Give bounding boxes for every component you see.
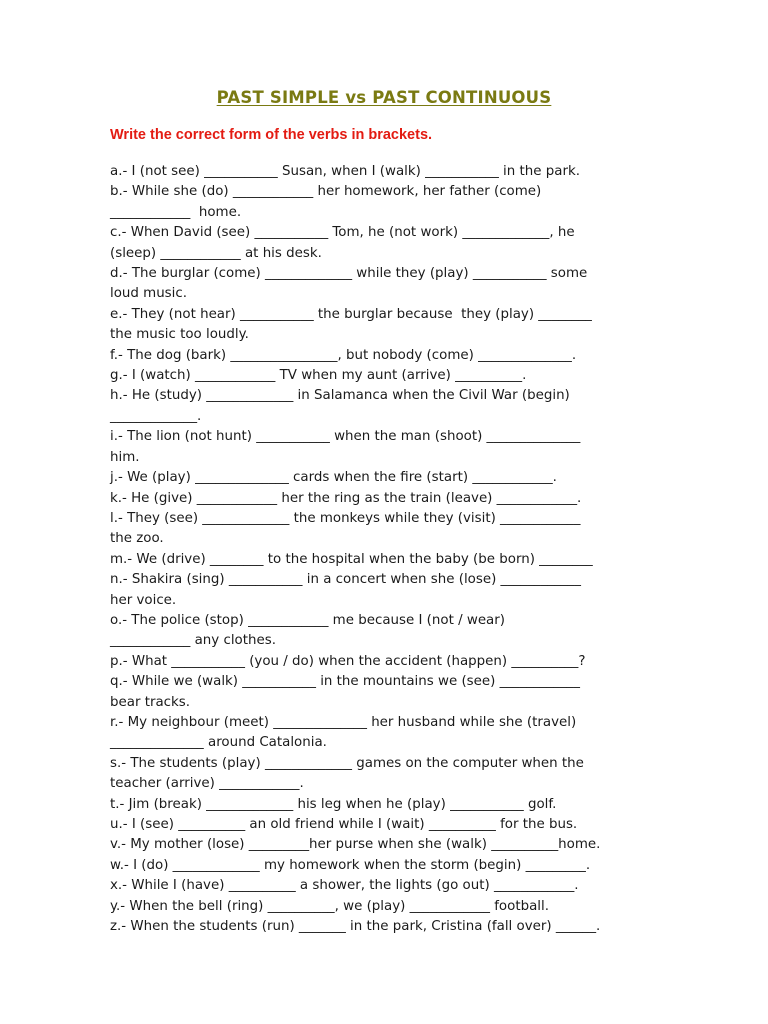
exercise-line: z.- When the students (run) _______ in the park, Cristina (fall over) ______. <box>110 919 601 935</box>
exercise-line: bear tracks. <box>110 694 191 710</box>
exercise-line: teacher (arrive) ____________. <box>110 776 304 792</box>
exercise-line: ______________ around Catalonia. <box>110 735 327 751</box>
exercise-line: s.- The students (play) _____________ games on the computer when the <box>110 755 584 771</box>
exercise-line: j.- We (play) ______________ cards when the fire (start) ____________. <box>110 470 557 486</box>
exercise-line: y.- When the bell (ring) __________, we (play) ____________ football. <box>110 898 549 914</box>
worksheet-title: PAST SIMPLE vs PAST CONTINUOUS <box>216 88 552 107</box>
instruction-text: Write the correct form of the verbs in brackets. <box>110 127 433 143</box>
exercise-line: u.- I (see) __________ an old friend while I (wait) __________ for the bus. <box>110 817 578 832</box>
exercise-line: i.- The lion (not hunt) ___________ when the man (shoot) ______________ <box>110 429 581 445</box>
exercise-line: loud music. <box>110 286 188 302</box>
exercise-line: t.- Jim (break) _____________ his leg when he (play) ___________ golf. <box>110 796 557 812</box>
exercise-line: h.- He (study) _____________ in Salamanca when the Civil War (begin) <box>110 388 570 404</box>
exercise-line: c.- When David (see) ___________ Tom, he (not work) _____________, he <box>110 225 575 241</box>
exercise-line: o.- The police (stop) ____________ me because I (not / wear) <box>110 612 505 628</box>
exercise-line: q.- While we (walk) ___________ in the mountains we (see) ____________ <box>110 674 580 690</box>
exercise-line: p.- What ___________ (you / do) when the accident (happen) __________? <box>110 653 586 669</box>
exercise-line: d.- The burglar (come) _____________ while they (play) ___________ some <box>110 266 588 282</box>
exercise-list <box>110 162 670 937</box>
exercise-line: him. <box>110 449 140 465</box>
exercise-line: her voice. <box>110 592 177 608</box>
exercise-line: ____________ any clothes. <box>110 633 276 649</box>
exercise-line: the zoo. <box>110 531 164 547</box>
exercise-line: ____________ home. <box>110 204 242 220</box>
exercise-line: l.- They (see) _____________ the monkeys while they (visit) ____________ <box>110 510 581 526</box>
exercise-line: b.- While she (do) ____________ her homework, her father (come) <box>110 184 542 200</box>
exercise-line: k.- He (give) ____________ her the ring as the train (leave) ____________. <box>110 490 582 506</box>
exercise-line: n.- Shakira (sing) ___________ in a concert when she (lose) ____________ <box>110 572 581 588</box>
exercise-line: f.- The dog (bark) ________________, but nobody (come) ______________. <box>110 347 577 363</box>
exercise-line: r.- My neighbour (meet) ______________ her husband while she (travel) <box>110 714 577 730</box>
exercise-line: x.- While I (have) __________ a shower, the lights (go out) ____________. <box>110 878 579 894</box>
exercise-line: w.- I (do) _____________ my homework when the storm (begin) _________. <box>110 857 591 873</box>
exercise-line: m.- We (drive) ________ to the hospital when the baby (be born) ________ <box>110 551 593 567</box>
exercise-line: _____________. <box>110 408 202 424</box>
exercise-line: a.- I (not see) ___________ Susan, when I (walk) ___________ in the park. <box>110 164 580 179</box>
exercise-line: (sleep) ____________ at his desk. <box>110 245 322 261</box>
exercise-line: e.- They (not hear) ___________ the burglar because they (play) ________ <box>110 306 592 322</box>
exercise-line: the music too loudly. <box>110 327 249 343</box>
exercise-line: g.- I (watch) ____________ TV when my aunt (arrive) __________. <box>110 368 527 384</box>
exercise-line: v.- My mother (lose) _________her purse when she (walk) __________home. <box>110 837 601 853</box>
